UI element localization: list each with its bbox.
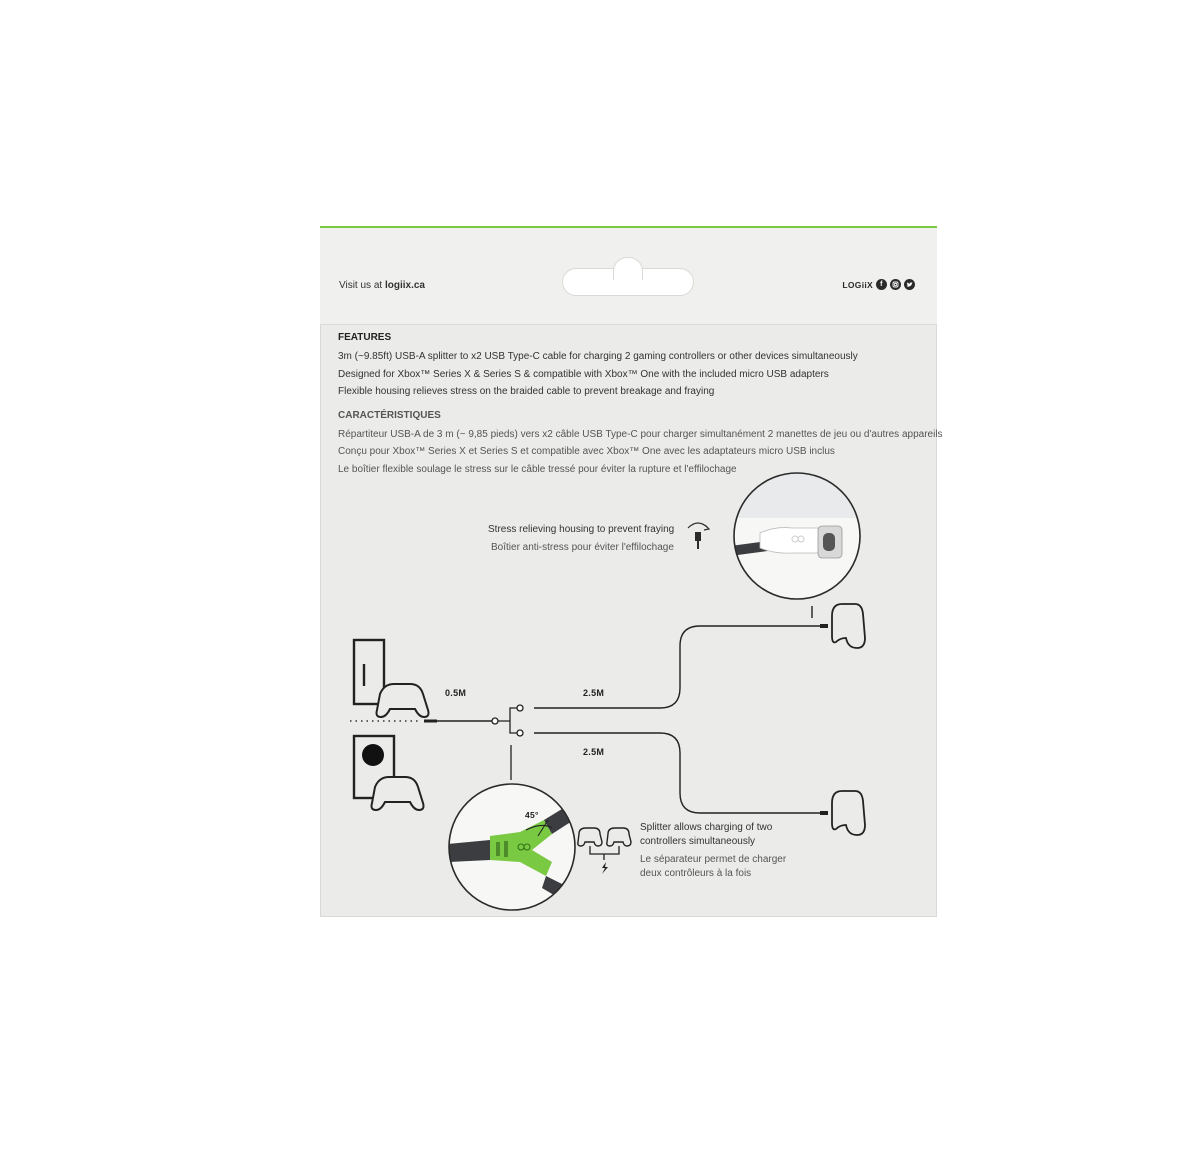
cable-diagram: [320, 228, 943, 917]
splitter-caption-line1: Splitter allows charging of two: [640, 822, 773, 833]
features-heading: FEATURES: [338, 332, 392, 343]
controller-top-icon: [832, 604, 865, 648]
controller-bottom-icon: [832, 791, 865, 835]
stress-relief-caption: Stress relieving housing to prevent fraying: [488, 524, 675, 535]
visit-prefix: Visit us at: [339, 280, 383, 291]
feature-item: 3m (~9.85ft) USB-A splitter to x2 USB Type-C cable for charging 2 gaming controllers or other devices simultaneously: [338, 351, 858, 362]
splitter-zoom-circle: [448, 784, 586, 910]
brand-name: LOGiiX: [842, 279, 873, 290]
controller-icon: [372, 777, 424, 810]
feature-item-fr: Le boîtier flexible soulage le stress sur le câble tressé pour éviter la rupture et l'effilochage: [338, 463, 737, 475]
usb-cable-top: [534, 626, 828, 708]
features-heading-fr: CARACTÉRISTIQUES: [338, 409, 441, 421]
controller-icon: [377, 684, 429, 717]
usb-cable-bottom: [534, 733, 828, 813]
flex-rotation-icon: [688, 523, 709, 549]
usb-c-zoom-circle: [730, 473, 870, 599]
cable-length-bottom: 2.5M: [583, 747, 605, 757]
dual-charging-icon: [578, 828, 631, 874]
usb-cable-main: [424, 705, 523, 736]
cable-length-main: 0.5M: [445, 688, 467, 698]
flex-angle-label: 45°: [525, 810, 539, 820]
feature-item-fr: Répartiteur USB-A de 3 m (~ 9,85 pieds) vers x2 câble USB Type-C pour charger simultanément 2 manettes de jeu ou d'autres appareils: [338, 428, 943, 440]
stress-relief-caption-fr: Boîtier anti-stress pour éviter l'effilochage: [491, 542, 674, 553]
feature-item: Flexible housing relieves stress on the braided cable to prevent breakage and fraying: [338, 386, 715, 397]
website-link[interactable]: logiix.ca: [384, 280, 425, 291]
feature-item-fr: Conçu pour Xbox™ Series X et Series S et compatible avec Xbox™ One avec les adaptateurs micro USB inclus: [338, 446, 835, 457]
feature-item: Designed for Xbox™ Series X & Series S & compatible with Xbox™ One with the included micro USB adapters: [338, 368, 829, 380]
facebook-icon[interactable]: f: [876, 279, 887, 290]
product-package-back: [320, 228, 943, 917]
splitter-caption-line2: controllers simultaneously: [640, 836, 756, 847]
splitter-caption-fr-line2: deux contrôleurs à la fois: [640, 868, 752, 879]
splitter-caption-fr-line1: Le séparateur permet de charger: [640, 854, 787, 865]
cable-length-top: 2.5M: [583, 688, 605, 698]
